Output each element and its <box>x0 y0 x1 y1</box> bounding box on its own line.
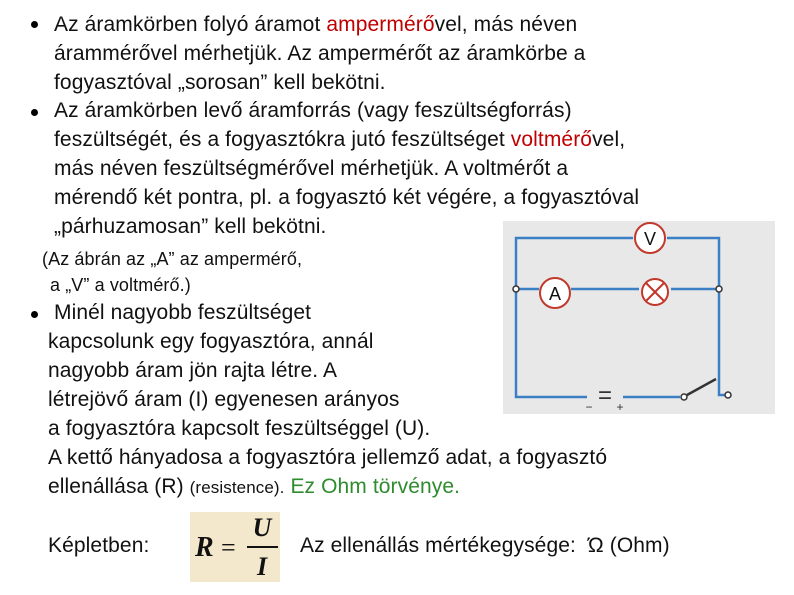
lamp-icon <box>642 279 668 305</box>
bullet1-line1: Az áramkörben folyó áramot ampermérővel, más néven <box>54 13 578 36</box>
ohm-law-text: Ez Ohm törvénye. <box>290 475 461 498</box>
bullet2-line5: „párhuzamosan” kell bekötni. <box>54 215 327 238</box>
note-line2: a „V” a voltmérő.) <box>50 275 191 295</box>
switch-lever <box>687 379 716 395</box>
battery-minus: − <box>585 400 593 414</box>
formula-numerator: U <box>252 513 272 542</box>
formula-eq: = <box>221 533 236 562</box>
bullet3-line3: nagyobb áram jön rajta létre. A <box>48 359 338 382</box>
bullet2-line1: Az áramkörben levő áramforrás (vagy feszültségforrás) <box>54 99 572 122</box>
ohm-formula <box>190 512 280 582</box>
bullet-marker <box>31 21 38 28</box>
circuit-schematic <box>503 221 775 414</box>
note-line1: (Az ábrán az „A” az ampermérő, <box>42 249 303 269</box>
ammeter-icon <box>540 278 570 308</box>
formula-label: Képletben: <box>48 534 150 557</box>
voltmeter-term: voltmérő <box>510 128 593 151</box>
unit-line <box>300 533 670 559</box>
battery-symbol: = <box>597 382 613 409</box>
ammeter-term: ampermérő <box>326 13 435 36</box>
bullet1-line3: fogyasztóval „sorosan” kell bekötni. <box>54 71 386 94</box>
bullet2-line2: feszültségét, és a fogyasztókra jutó feszültséget voltmérővel, <box>54 128 626 151</box>
formula-denominator: I <box>256 552 268 581</box>
bullet2-line3: más néven feszültségmérővel mérhetjük. A voltmérőt a <box>54 157 569 180</box>
ammeter-label: A <box>548 284 562 304</box>
unit-name: (Ohm) <box>609 534 670 557</box>
unit-text: Az ellenállás mértékegysége: <box>300 534 576 557</box>
bullet3-line1: Minél nagyobb feszültséget <box>54 301 312 324</box>
battery-plus: + <box>616 400 624 414</box>
bullet-marker <box>31 109 38 116</box>
bullet3-line6: A kettő hányadosa a fogyasztóra jellemző adat, a fogyasztó <box>48 446 608 469</box>
formula-lhs: R <box>195 532 214 563</box>
bullet-marker <box>31 311 38 318</box>
bullet3-line4: létrejövő áram (I) egyenesen arányos <box>48 388 400 411</box>
voltmeter-label: V <box>643 229 657 249</box>
bullet3-line2: kapcsolunk egy fogyasztóra, annál <box>48 330 374 353</box>
ohm-symbol: Ώ <box>587 534 604 557</box>
battery-icon <box>585 382 623 414</box>
bullet3-line7: ellenállása (R) (resistence). Ez Ohm törvénye. <box>48 475 461 498</box>
circuit-diagram <box>503 221 775 414</box>
voltmeter-icon <box>635 223 665 253</box>
resistance-term: (resistence). <box>189 478 285 497</box>
bullet3-line5: a fogyasztóra kapcsolt feszültséggel (U). <box>48 417 431 440</box>
bullet2-line4: mérendő két pontra, pl. a fogyasztó két végére, a fogyasztóval <box>54 186 640 209</box>
bullet1-line2: árammérővel mérhetjük. Az ampermérőt az áramkörbe a <box>54 42 586 65</box>
